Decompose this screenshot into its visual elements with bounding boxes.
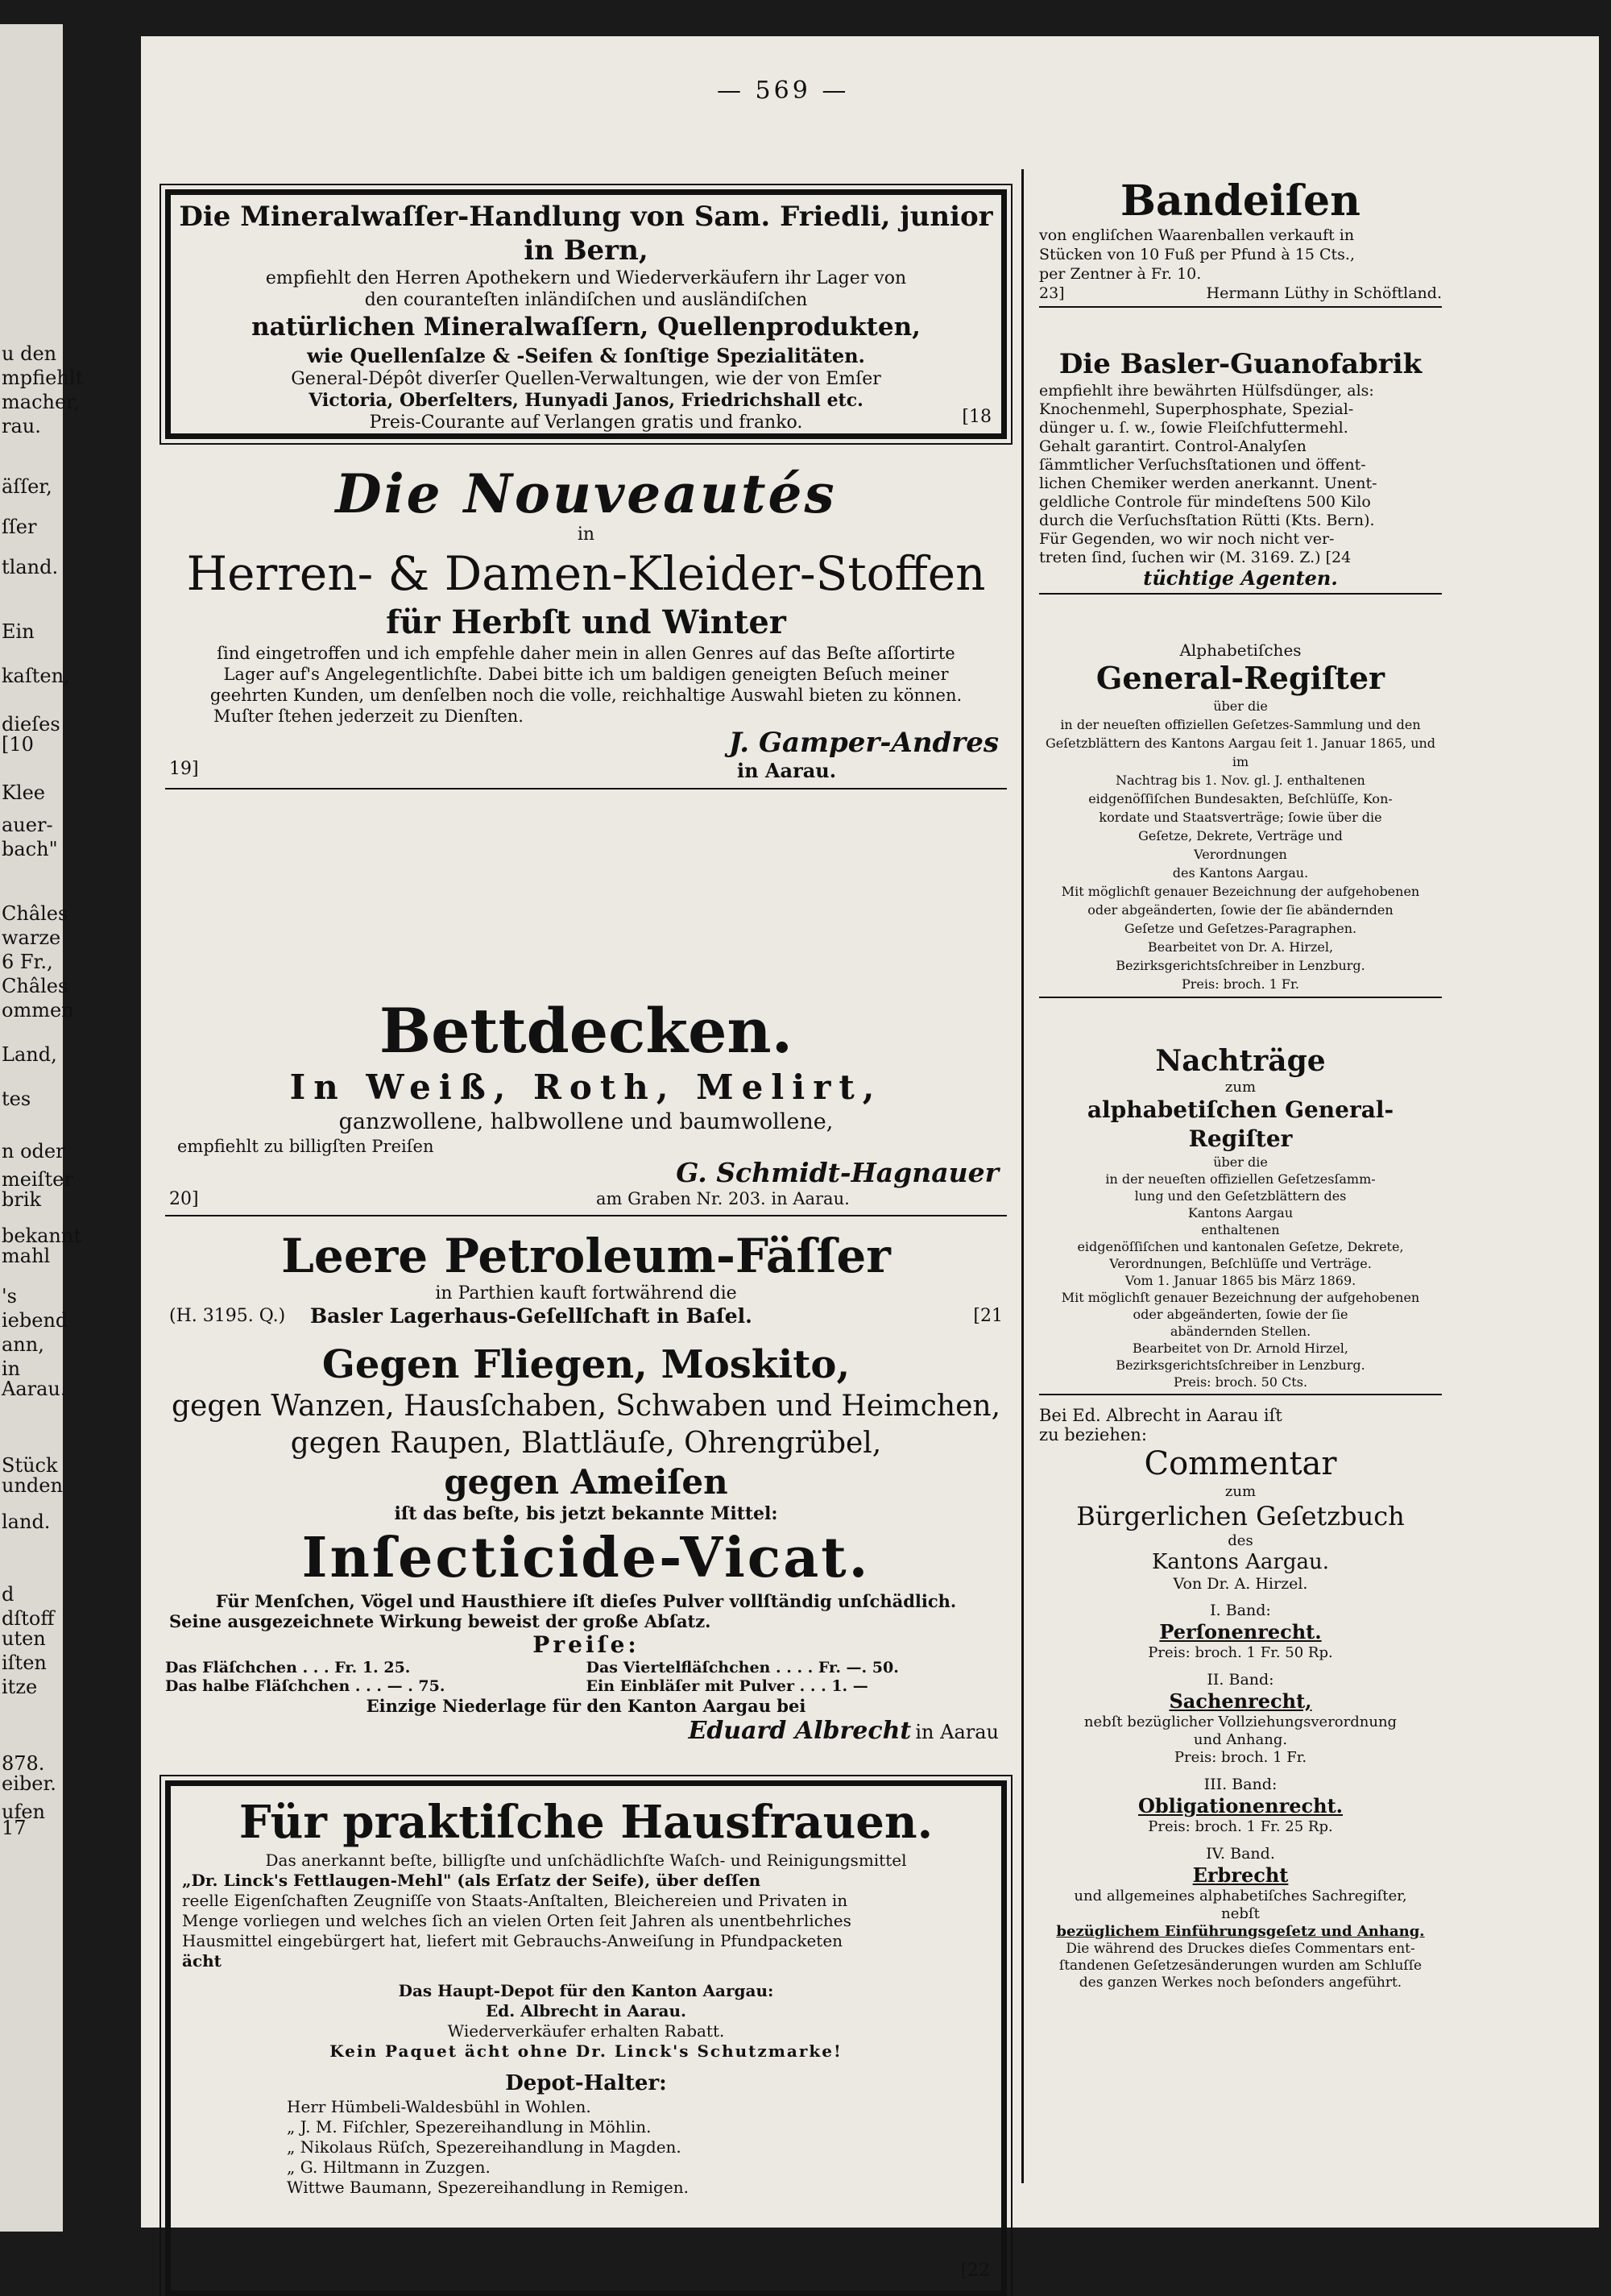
volume-name: Obligationenrecht. [1137,1794,1344,1817]
ad-hausfrauen-depot: Das Haupt-Depot für den Kanton Aargau: [398,1981,774,2000]
adjacent-page-fragment: Ein [2,620,35,643]
page-number: — 569 — [717,77,850,105]
adjacent-page-fragment: iebend [2,1309,68,1332]
ad-hausfrauen-body: „Dr. Linck's Fettlaugen-Mehl" (als Erſatz der Seife), über deſſen [182,1871,761,1890]
text-line: Bezirksgerichtsſchreiber in Lenzburg. [1116,1357,1365,1373]
ad-mineral-line: empfiehlt den Herren Apothekern und Wiederverkäufern ihr Lager von [265,268,907,288]
text-line: Nachtrag bis 1. Nov. gl. J. enthaltenen [1116,773,1365,788]
divider [1039,306,1442,308]
text-line: abändernden Stellen. [1170,1324,1311,1339]
ad-commentar-note: des ganzen Werkes noch beſonders angeführt. [1079,1975,1402,1991]
adjacent-page-fragment: ſſer [2,516,37,538]
ad-nouveautes-in: in [577,524,595,545]
adjacent-page-fragment: rau. [2,415,41,437]
ad-nachtraege-body [1039,1154,1442,1390]
ad-nachtraege-subtitle: alphabetiſchen General-Regiſter [1087,1096,1394,1152]
ad-mineral-line: den couranteſten inländiſchen und ausländiſchen [364,290,808,310]
volume-detail: und allgemeines alphabetiſches Sachregiſter, [1074,1888,1407,1904]
ad-hausfrauen-depot: Kein Paquet ächt ohne Dr. Linck's Schutzmarke! [329,2041,843,2061]
ad-nouveautes-body: Lager auf's Angelegentlichſte. Dabei bitte ich um baldigen geneigten Beſuch meiner [223,665,949,684]
ad-mineral-line: General-Dépôt diverſer Quellen-Verwaltungen, wie der von Emſer [291,369,881,389]
adjacent-page-fragment: uten [2,1627,46,1650]
ad-insecticide-signature: Eduard Albrecht [688,1717,912,1745]
text-line: lichen Chemiker werden anerkannt. Unent- [1039,475,1377,492]
text-line: eidgenöſſiſchen Bundesakten, Beſchlüſſe, Kon- [1088,791,1393,806]
text-line: Geſetze und Geſetzes-Paragraphen. [1124,921,1357,936]
divider [165,1215,1007,1216]
ad-insecticide-head: gegen Ameiſen [444,1462,728,1502]
adjacent-page-fragment: land. [2,1511,51,1533]
ad-bettdecken [165,995,1007,1216]
ad-nouveautes-signature: J. Gamper-Andres [728,727,999,759]
ad-mineral-line: Victoria, Oberſelters, Hunyadi Janos, Friedrichshall etc. [309,390,863,411]
ad-petroleum-line: in Parthien kauft fortwährend die [435,1283,737,1303]
text-line: durch die Verſuchsſtation Rütti (Kts. Bern). [1039,512,1375,529]
volume-entry [1039,1844,1442,1941]
volume-detail: und Anhang. [1193,1731,1288,1748]
ad-petroleum-title: Leere Petroleum-Fäſſer [281,1229,891,1283]
volume-entry [1039,1775,1442,1836]
volume-price: Preis: broch. 1 Fr. [1174,1749,1307,1766]
ad-insecticide-prices-title: Preiſe: [532,1631,640,1658]
adjacent-page-fragment: unden [2,1474,63,1497]
ad-nouveautes-body: ſind eingetroffen und ich empfehle daher mein in allen Genres auf das Beſte aſſortirte [217,644,955,663]
ad-insecticide-depot: Einzige Niederlage für den Kanton Aargau bei [366,1696,806,1716]
ad-mineral-water [165,189,1007,439]
adjacent-page-fragment: äſſer, [2,475,52,498]
adjacent-page-fragment: Klee [2,781,46,804]
price-row [165,1659,1007,1677]
divider [165,788,1007,790]
text-line: Verordnungen, Beſchlüſſe und Verträge. [1109,1256,1372,1271]
ad-commentar-volumes [1039,1601,1442,1941]
ad-nouveautes-season: für Herbſt und Winter [386,603,786,641]
ad-guano-body [1039,382,1442,567]
adjacent-page-fragment: dſtoff [2,1607,55,1630]
text-line: geldliche Controle für mindeſtens 500 Kilo [1039,493,1371,511]
ad-petroleum [165,1229,1007,1330]
volume-detail: bezüglichem Einführungsgeſetz und Anhang. [1056,1923,1425,1940]
ad-bandeisen-line: per Zentner à Fr. 10. [1039,265,1202,283]
ad-bandeisen-title: Bandeiſen [1120,176,1360,226]
volume-band: I. Band: [1210,1602,1271,1619]
ad-commentar-des: des [1228,1532,1253,1549]
adjacent-page-fragment: n oder [2,1140,65,1163]
ad-ref-number: 20] [169,1189,199,1209]
volume-detail: nebſt [1221,1905,1260,1922]
volume-band: III. Band: [1203,1776,1278,1793]
list-item: „ J. M. Fiſchler, Spezereihandlung in Möhlin. [287,2117,652,2136]
adjacent-page-fragment: bach" [2,838,58,860]
text-line: enthaltenen [1201,1222,1280,1237]
adjacent-page-fragment: Land, [2,1043,57,1066]
adjacent-page-fragment: 's [2,1285,17,1308]
ad-commentar-canton: Kantons Aargau. [1152,1550,1329,1574]
ad-hausfrauen-depot: Ed. Albrecht in Aarau. [485,2001,686,2020]
ad-insecticide [165,1341,1007,1745]
adjacent-page-fragment: iſten [2,1652,47,1674]
text-line: Kantons Aargau [1187,1205,1294,1221]
adjacent-page-fragment: Châles [2,902,68,925]
ad-insecticide-body: Seine ausgezeichnete Wirkung beweist der große Abſatz. [169,1611,711,1631]
price-cell: Das halbe Fläſchchen . . . — . 75. [165,1677,445,1695]
ad-nouveautes-body: geehrten Kunden, um denſelben noch die volle, reichhaltige Auswahl bieten zu können. [209,686,963,705]
volume-name: Erbrecht [1192,1863,1289,1887]
volume-name: Sachenrecht, [1169,1689,1312,1713]
price-cell: Ein Einbläſer mit Pulver . . . 1. — [586,1677,868,1695]
divider [1039,997,1442,998]
ad-bettdecken-offer: empfiehlt zu billigſten Preiſen [177,1137,434,1156]
ad-ref-number: [18 [962,407,992,427]
adjacent-page-fragment: itze [2,1676,38,1698]
ad-ref-number: [22 [960,2261,990,2281]
adjacent-page-fragment: u den [2,342,57,365]
ad-register-title: General-Regiſter [1095,660,1385,696]
ad-bettdecken-address: am Graben Nr. 203. in Aarau. [596,1189,850,1208]
ad-register-pre: Alphabetiſches [1179,640,1302,660]
text-line: oder abgeänderten, ſowie der ſie [1133,1307,1348,1322]
text-line: Bezirksgerichtsſchreiber in Lenzburg. [1116,958,1365,973]
ad-nachtraege-title: Nachträge [1155,1044,1326,1078]
list-item: „ Nikolaus Rüſch, Spezereihandlung in Magden. [287,2137,681,2157]
ad-ref-number: 23] [1039,284,1065,302]
ad-bandeisen [1039,177,1442,308]
ad-petroleum-code: (H. 3195. Q.) [169,1306,286,1326]
adjacent-page-fragment: in [2,1357,21,1380]
ad-hausfrauen-body: Das anerkannt beſte, billigſte und unſchädlichſte Waſch- und Reinigungsmittel [265,1850,907,1870]
ad-nouveautes-subtitle: Herren- & Damen-Kleider-Stoffen [186,546,986,601]
ad-commentar-intro: Bei Ed. Albrecht in Aarau iſt [1039,1406,1282,1425]
adjacent-page-fragment: 878. [2,1752,45,1775]
ad-bettdecken-title: Bettdecken. [379,995,793,1067]
adjacent-page-strip [0,24,84,2232]
adjacent-page-fragment: bekannt [2,1225,81,1247]
adjacent-page-fragment: Aarau. [2,1378,67,1400]
price-row [165,1677,1007,1696]
text-line: des Kantons Aargau. [1172,865,1309,881]
text-line: empfiehlt ihre bewährten Hülfsdünger, als: [1039,382,1374,400]
ad-bandeisen-signature: Hermann Lüthy in Schöftland. [1206,284,1442,302]
ad-nouveautes-place: in Aarau. [737,759,837,782]
ad-insecticide-head: Gegen Fliegen, Moskito, [321,1342,851,1387]
volume-band: II. Band: [1207,1671,1274,1689]
divider [1039,593,1442,595]
adjacent-page-fragment: macher, [2,391,80,413]
ad-commentar-note: ſtandenen Geſetzesänderungen wurden am Schluſſe [1058,1958,1423,1974]
ad-nouveautes-body: Muſter ſtehen jederzeit zu Dienſten. [213,707,524,726]
price-cell: Das Viertelfläſchchen . . . . Fr. —. 50. [586,1659,899,1676]
ad-general-register [1039,640,1442,998]
column-divider [1021,169,1024,2183]
ad-guano-title: Die Basler-Guanofabrik [1058,348,1423,380]
ad-bandeisen-line: Stücken von 10 Fuß per Pfund à 15 Cts., [1039,246,1355,263]
ad-insecticide-body: Für Menſchen, Vögel und Hausthiere iſt dieſes Pulver vollſtändig unſchädlich. [215,1591,957,1611]
ad-ref-number: [21 [973,1306,1003,1326]
ad-hausfrauen-title: Für praktiſche Hausfrauen. [238,1796,934,1849]
ad-commentar-zum: zum [1224,1483,1257,1500]
volume-price: Preis: broch. 1 Fr. 50 Rp. [1148,1644,1333,1661]
text-line: Mit möglichſt genauer Bezeichnung der aufgehobenen [1061,1290,1420,1305]
text-line: treten ſind, ſuchen wir (M. 3169. Z.) [24 [1039,549,1352,566]
ad-insecticide-head: gegen Raupen, Blattläuſe, Ohrengrübel, [290,1427,882,1460]
text-line: Verordnungen [1194,847,1287,862]
adjacent-page-fragment: auer- [2,814,53,836]
ad-mineral-line: Preis-Courante auf Verlangen gratis und franko. [369,412,803,433]
adjacent-page-fragment: Châles [2,975,68,997]
adjacent-page-fragment: Stück [2,1454,58,1477]
ad-commentar-note: Die während des Druckes dieſes Commentars ent- [1066,1941,1415,1957]
text-line: eidgenöſſiſchen und kantonalen Geſetze, Dekrete, [1077,1239,1404,1254]
ad-nachtraege-zum: zum [1224,1079,1257,1096]
adjacent-page-fragment: dieſes [2,713,60,736]
adjacent-page-fragment: [10 [2,733,34,756]
ad-mineral-title: Die Mineralwaſſer-Handlung von Sam. Friedli, junior in Bern, [179,201,993,267]
adjacent-page-fragment: 6 Fr., [2,951,53,973]
text-line: Preis: broch. 1 Fr. [1182,976,1299,992]
ad-nachtraege [1039,1043,1442,1395]
ad-insecticide-place: in Aarau [915,1721,999,1743]
ad-bettdecken-signature: G. Schmidt-Hagnauer [676,1157,999,1188]
ad-mineral-products: natürlichen Mineralwaſſern, Quellenprodukten, [251,313,921,342]
volume-name: Perſonenrecht. [1159,1620,1322,1643]
ad-bandeisen-line: von engliſchen Waarenballen verkauft in [1039,226,1355,244]
ad-commentar-title: Commentar [1144,1445,1337,1482]
text-line: Vom 1. Januar 1865 bis März 1869. [1124,1273,1356,1288]
list-item: Herr Hümbeli-Waldesbühl in Wohlen. [287,2097,591,2116]
ad-nouveautes [165,463,1007,790]
adjacent-page-fragment: meiſter [2,1168,73,1191]
ad-commentar-intro: zu beziehen: [1039,1425,1147,1444]
ad-guano [1039,346,1442,595]
text-line: in der neueſten offiziellen Geſetzes-Sammlung und den [1060,717,1421,732]
list-item: „ G. Hiltmann in Zuzgen. [287,2157,491,2177]
volume-detail: nebſt bezüglicher Vollziehungsverordnung [1083,1714,1398,1730]
adjacent-page-fragment: tes [2,1088,31,1110]
text-line: Geſetzblättern des Kantons Aargau ſeit 1. Januar 1865, und im [1045,736,1436,769]
adjacent-page-fragment: 17 [2,1817,27,1839]
adjacent-page-fragment: d [2,1583,14,1606]
volume-entry [1039,1670,1442,1767]
ad-insecticide-head: gegen Wanzen, Hausſchaben, Schwaben und Heimchen, [171,1390,1001,1423]
volume-entry [1039,1601,1442,1662]
adjacent-page-fragment: mpfiehlt [2,367,84,389]
text-line: Bearbeitet von Dr. A. Hirzel, [1147,939,1334,955]
price-cell: Das Fläſchchen . . . Fr. 1. 25. [165,1659,411,1676]
price-table [165,1659,1007,1696]
adjacent-page-fragment: kaſten, [2,665,70,687]
text-line: dünger u. ſ. w., ſowie Fleiſchfuttermehl. [1039,419,1348,437]
ad-hausfrauen-body: Menge vorliegen und welches ſich an vielen Orten ſeit Jahren als unentbehrliches [182,1911,851,1930]
ad-commentar-author: Von Dr. A. Hirzel. [1173,1575,1308,1593]
ad-commentar-subtitle: Bürgerlichen Geſetzbuch [1076,1501,1405,1531]
text-line: Mit möglichſt genauer Bezeichnung der aufgehobenen [1061,884,1420,899]
text-line: Gehalt garantirt. Control-Analyſen [1039,437,1307,455]
ad-hausfrauen-body: reelle Eigenſchaften Zeugniſſe von Staats-Anſtalten, Bleichereien und Privaten in [182,1891,848,1910]
ad-hausfrauen-body: ächt [182,1951,222,1971]
text-line: Geſetze, Dekrete, Verträge und [1138,828,1343,843]
list-item: Wittwe Baumann, Spezereihandlung in Remigen. [287,2178,689,2197]
volume-price: Preis: broch. 1 Fr. 25 Rp. [1148,1818,1333,1835]
adjacent-page-fragment: tland. [2,556,59,578]
text-line: lung und den Geſetzblättern des [1134,1188,1347,1204]
ad-hausfrauen-holders-title: Depot-Halter: [505,2071,667,2095]
ad-hausfrauen-depot: Wiederverkäufer erhalten Rabatt. [447,2021,725,2041]
ad-ref-number: 19] [169,759,199,779]
adjacent-page-fragment: mahl [2,1245,51,1267]
ad-hausfrauen-body: Hausmittel eingebürgert hat, liefert mit Gebrauchs-Anweiſung in Pfundpacketen [182,1931,843,1950]
ad-hausfrauen-holders [182,2097,990,2198]
text-line: in der neueſten offiziellen Geſetzesſamm- [1105,1171,1376,1187]
ad-nouveautes-title: Die Nouveautés [335,462,837,525]
text-line: über die [1213,698,1268,714]
ad-mineral-line: wie Quellenſalze & -Seifen & ſonſtige Spezialitäten. [307,344,865,367]
text-line: Bearbeitet von Dr. Arnold Hirzel, [1132,1341,1348,1356]
ad-guano-closing: tüchtige Agenten. [1143,566,1338,590]
ad-petroleum-company: Basler Lagerhaus-Geſellſchaft in Baſel. [310,1304,752,1328]
ad-register-body [1039,697,1442,993]
text-line: Knochenmehl, Superphosphate, Spezial- [1039,400,1354,418]
adjacent-page-fragment: ommen [2,999,74,1022]
volume-band: IV. Band. [1206,1845,1275,1863]
ad-hausfrauen [165,1780,1007,2296]
adjacent-page-fragment: eiber. [2,1772,56,1795]
adjacent-page-fragment: warze [2,926,61,949]
adjacent-page-fragment: brik [2,1188,42,1211]
adjacent-page-fragment: ufen [2,1801,45,1823]
ad-insecticide-product: Inſecticide-Vicat. [301,1526,871,1590]
text-line: ſämmtlicher Verſuchsſtationen und öffent- [1039,456,1366,474]
divider [1039,1394,1442,1395]
ad-insecticide-head: iſt das beſte, bis jetzt bekannte Mittel: [394,1503,778,1524]
adjacent-page-fragment: ann, [2,1333,44,1356]
text-line: oder abgeänderten, ſowie der ſie abändernden [1087,902,1394,918]
ad-commentar [1039,1406,1442,1991]
ad-bettdecken-kinds: ganzwollene, halbwollene und baumwollene, [338,1109,834,1134]
text-line: Preis: broch. 50 Cts. [1173,1374,1308,1390]
text-line: kordate und Staatsverträge; ſowie über die [1099,810,1382,825]
text-line: über die [1213,1154,1268,1170]
text-line: Für Gegenden, wo wir noch nicht ver- [1039,530,1335,548]
ad-bettdecken-colors: In Weiß, Roth, Melirt, [289,1067,883,1107]
